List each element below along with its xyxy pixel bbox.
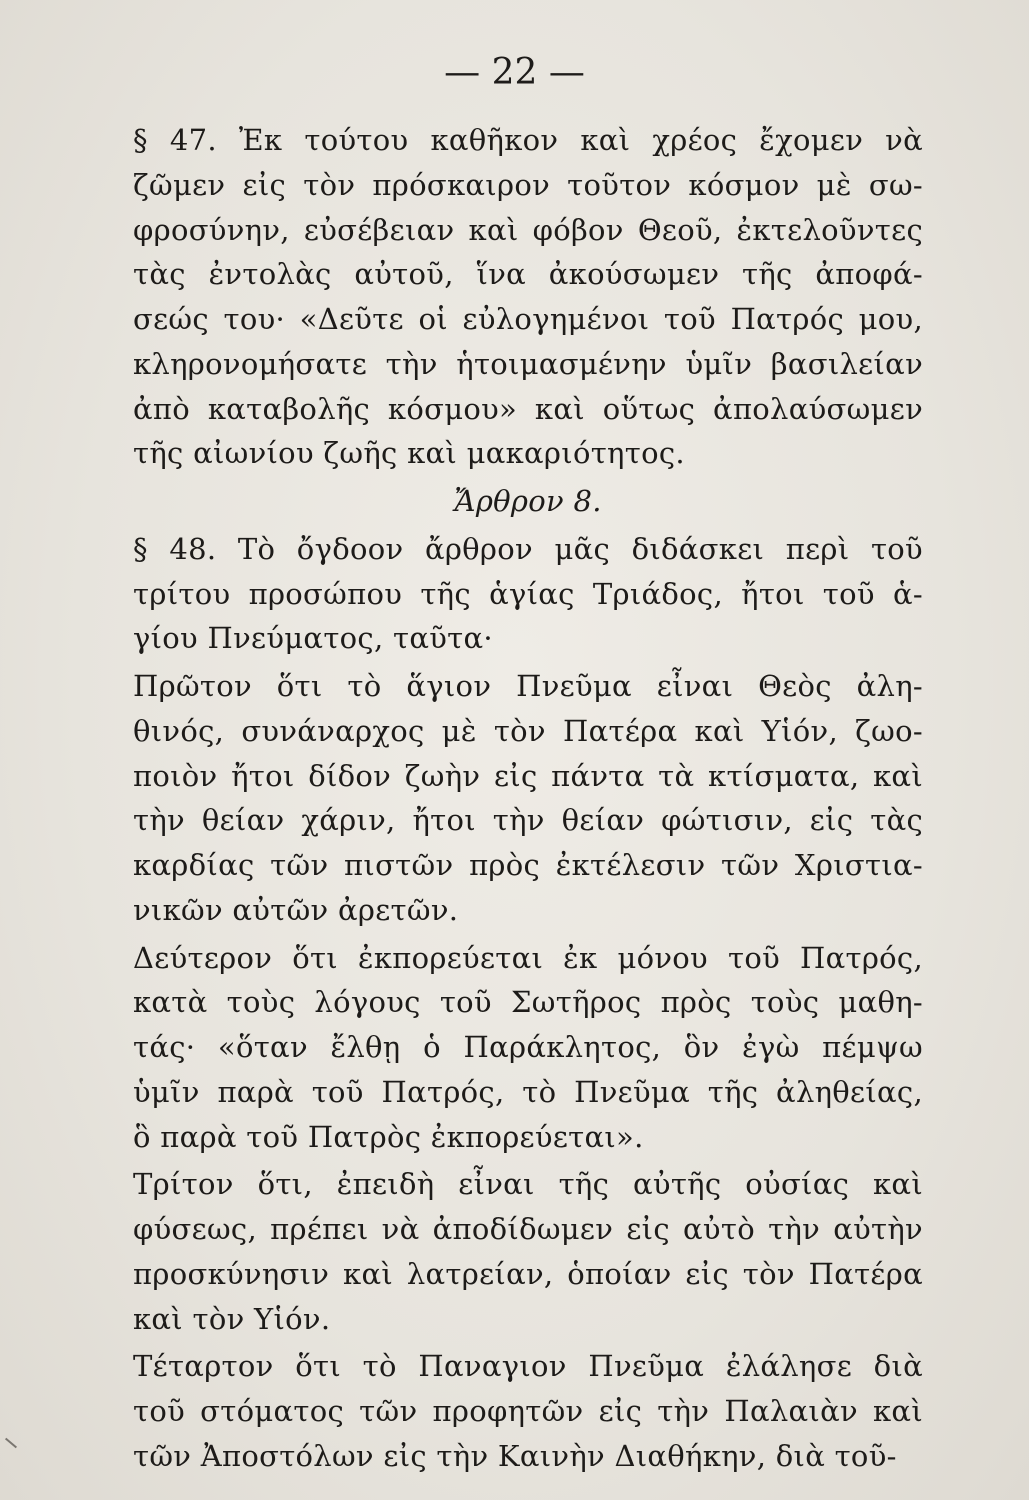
text-line: Δεύτερον ὅτι ἐκπορεύεται ἐκ μόνου τοῦ Πατρός, xyxy=(133,941,923,975)
text-line: φροσύνην, εὐσέβειαν καὶ φόβον Θεοῦ, ἐκτελοῦντες xyxy=(133,213,923,247)
text-line: Τρίτον ὅτι, ἐπειδὴ εἶναι τῆς αὐτῆς οὐσίας καὶ xyxy=(133,1167,923,1201)
text-line: κατὰ τοὺς λόγους τοῦ Σωτῆρος πρὸς τοὺς μαθη- xyxy=(133,985,923,1019)
text-line: τάς· «ὅταν ἔλθῃ ὁ Παράκλητος, ὃν ἐγὼ πέμψω xyxy=(133,1030,923,1064)
text-line: τῆς αἰωνίου ζωῆς καὶ μακαριότητος. xyxy=(133,436,685,470)
text-line: τὴν θείαν χάριν, ἤτοι τὴν θείαν φώτισιν, εἰς τὰς xyxy=(133,803,923,837)
text-line: φύσεως, πρέπει νὰ ἀποδίδωμεν εἰς αὐτὸ τὴν αὐτὴν xyxy=(133,1212,923,1246)
text-line: § 47. Ἐκ τούτου καθῆκον καὶ χρέος ἔχομεν νὰ xyxy=(133,123,923,157)
text-line: Τέταρτον ὅτι τὸ Παναγιον Πνεῦμα ἐλάλησε διὰ xyxy=(133,1349,923,1383)
text-line: καὶ τὸν Υἱόν. xyxy=(133,1302,331,1336)
text-line: θινός, συνάναρχος μὲ τὸν Πατέρα καὶ Υἱόν, ζωο- xyxy=(133,714,923,748)
text-line: τῶν Ἀποστόλων εἰς τὴν Καινὴν Διαθήκην, διὰ τοῦ- xyxy=(133,1439,897,1473)
text-line: ἀπὸ καταβολῆς κόσμου» καὶ οὕτως ἀπολαύσωμεν xyxy=(133,392,923,426)
text-line: § 48. Τὸ ὄγδοον ἄρθρον μᾶς διδάσκει περὶ τοῦ xyxy=(133,532,923,566)
text-line: τρίτου προσώπου τῆς ἁγίας Τριάδος, ἤτοι τοῦ ἁ- xyxy=(133,577,923,611)
text-line: ὑμῖν παρὰ τοῦ Πατρός, τὸ Πνεῦμα τῆς ἀληθείας, xyxy=(133,1075,923,1109)
text-line: γίου Πνεύματος, ταῦτα· xyxy=(133,621,493,655)
section-heading: Ἄρθρον 8. xyxy=(454,484,602,518)
text-line: ὃ παρὰ τοῦ Πατρὸς ἐκπορεύεται». xyxy=(133,1120,644,1154)
text-line: νικῶν αὐτῶν ἀρετῶν. xyxy=(133,893,459,927)
text-line: προσκύνησιν καὶ λατρείαν, ὁποίαν εἰς τὸν Πατέρα xyxy=(133,1257,923,1291)
text-line: ποιὸν ἤτοι δίδον ζωὴν εἰς πάντα τὰ κτίσματα, καὶ xyxy=(133,759,923,793)
text-line: τοῦ στόματος τῶν προφητῶν εἰς τὴν Παλαιὰν καὶ xyxy=(133,1394,923,1428)
text-line: ζῶμεν εἰς τὸν πρόσκαιρον τοῦτον κόσμον μὲ σω- xyxy=(133,168,923,202)
page-number: — 22 — xyxy=(444,52,585,93)
text-line: τὰς ἐντολὰς αὐτοῦ, ἵνα ἀκούσωμεν τῆς ἀποφά- xyxy=(133,257,923,291)
text-line: σεώς του· «Δεῦτε οἱ εὐλογημένοι τοῦ Πατρός μου, xyxy=(133,302,923,336)
text-line: καρδίας τῶν πιστῶν πρὸς ἐκτέλεσιν τῶν Χριστια- xyxy=(133,848,923,882)
text-line: κληρονομήσατε τὴν ἡτοιμασμένην ὑμῖν βασιλείαν xyxy=(133,347,923,381)
text-line: Πρῶτον ὅτι τὸ ἅγιον Πνεῦμα εἶναι Θεὸς ἀλη- xyxy=(133,669,923,703)
